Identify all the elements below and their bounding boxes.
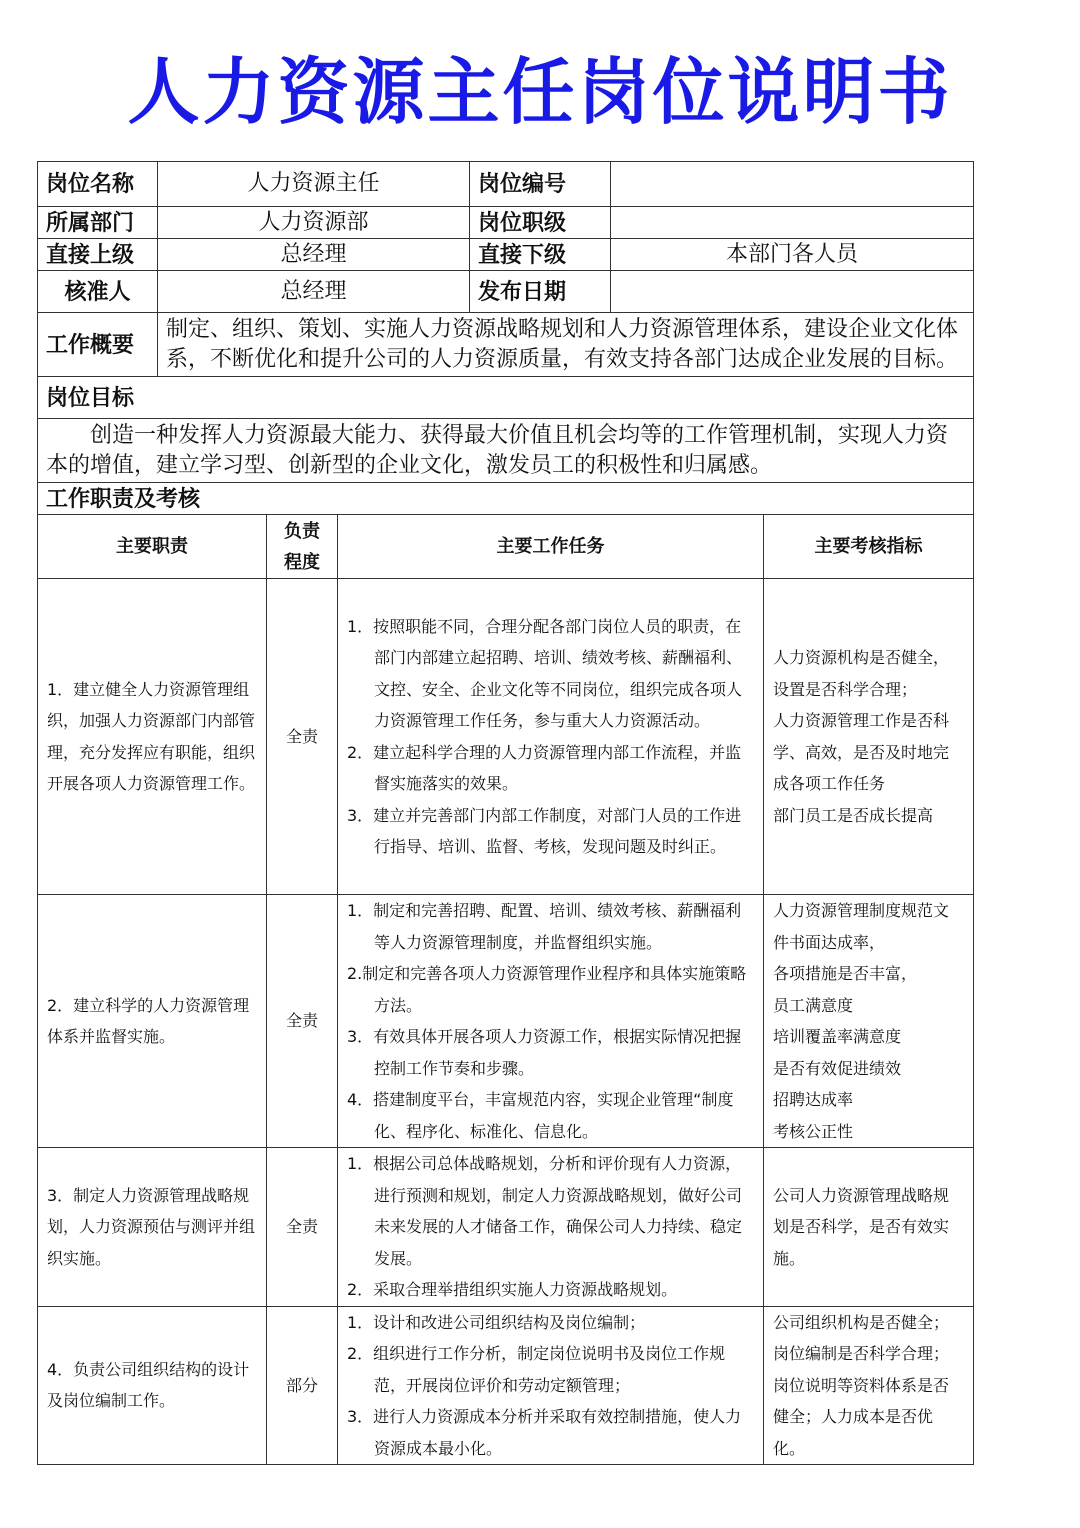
table-row <box>38 1306 974 1465</box>
table-row <box>38 1148 974 1307</box>
task-item: 2．建立起科学合理的人力资源管理内部工作流程，并监督实施落实的效果。 <box>347 742 742 793</box>
metric-item: 公司人力资源管理战略规划是否科学，是否有效实施。 <box>773 1185 950 1268</box>
position-name-label: 岗位名称 <box>38 162 158 207</box>
duty-cell: 4．负责公司组织结构的设计及岗位编制工作。 <box>38 1306 267 1465</box>
goal-heading: 岗位目标 <box>38 377 974 419</box>
position-name-value: 人力资源主任 <box>158 162 470 207</box>
header-degree: 负责程度 <box>267 515 338 579</box>
metric-item: 公司组织机构是否健全；岗位编制是否科学合理；岗位说明等资料体系是否健全；人力成本是否优化。 <box>773 1312 950 1458</box>
task-item: 3．建立并完善部门内部工作制度，对部门人员的工作进行指导、培训、监督、考核，发现问题及时纠正。 <box>347 805 742 856</box>
metrics-cell <box>764 1148 974 1307</box>
approver-label: 核准人 <box>38 271 158 313</box>
metric-item: 人力资源管理工作是否科学、高效，是否及时地完成各项工作任务 <box>773 711 950 793</box>
degree-cell: 全责 <box>267 1148 338 1307</box>
degree-cell: 全责 <box>267 579 338 895</box>
metric-item: 员工满意度 <box>773 995 854 1015</box>
task-item: 4．搭建制度平台，丰富规范内容，实现企业管理“制度化、程序化、标准化、信息化。 <box>347 1090 734 1141</box>
metric-item: 人力资源机构是否健全，设置是否科学合理； <box>773 648 950 699</box>
duty-table <box>37 514 974 1465</box>
issue-date-label: 发布日期 <box>470 271 611 313</box>
issue-date-value <box>611 271 974 313</box>
superior-value: 总经理 <box>158 239 470 271</box>
header-tasks: 主要工作任务 <box>338 515 764 579</box>
duty-cell: 1．建立健全人力资源管理组织，加强人力资源部门内部管理，充分发挥应有职能，组织开展各项人力资源管理工作。 <box>38 579 267 895</box>
task-item: 2．采取合理举措组织实施人力资源战略规划。 <box>347 1280 678 1299</box>
task-item: 1．根据公司总体战略规划，分析和评价现有人力资源，进行预测和规划，制定人力资源战略规划，做好公司未来发展的人才储备工作，确保公司人力持续、稳定发展。 <box>347 1154 743 1268</box>
duty-header-row <box>38 515 974 579</box>
superior-label: 直接上级 <box>38 239 158 271</box>
duties-heading: 工作职责及考核 <box>38 483 974 515</box>
approver-value: 总经理 <box>158 271 470 313</box>
metrics-cell <box>764 1306 974 1465</box>
summary-text: 制定、组织、策划、实施人力资源战略规划和人力资源管理体系，建设企业文化体系，不断优化和提升公司的人力资源质量，有效支持各部门达成企业发展的目标。 <box>158 313 974 377</box>
header-metrics: 主要考核指标 <box>764 515 974 579</box>
metric-item: 是否有效促进绩效 <box>773 1058 902 1078</box>
grade-value <box>611 207 974 239</box>
task-item: 3．进行人力资源成本分析并采取有效控制措施，使人力资源成本最小化。 <box>347 1407 742 1458</box>
task-item: 2．组织进行工作分析，制定岗位说明书及岗位工作规范，开展岗位评价和劳动定额管理； <box>347 1344 726 1395</box>
subordinate-value: 本部门各人员 <box>611 239 974 271</box>
metric-item: 部门员工是否成长提高 <box>773 805 934 825</box>
tasks-cell <box>338 1306 764 1465</box>
degree-cell: 部分 <box>267 1306 338 1465</box>
position-no-label: 岗位编号 <box>470 162 611 207</box>
task-item: 3．有效具体开展各项人力资源工作，根据实际情况把握控制工作节奏和步骤。 <box>347 1027 742 1078</box>
info-table <box>37 161 974 515</box>
metric-item: 考核公正性 <box>773 1121 854 1141</box>
department-value: 人力资源部 <box>158 207 470 239</box>
metric-item: 培训覆盖率满意度 <box>773 1027 902 1046</box>
task-item: 1．设计和改进公司组织结构及岗位编制； <box>347 1312 646 1332</box>
task-item: 1．制定和完善招聘、配置、培训、绩效考核、薪酬福利等人力资源管理制度，并监督组织实施。 <box>347 901 742 952</box>
duty-cell: 3．制定人力资源管理战略规划，人力资源预估与测评并组织实施。 <box>38 1148 267 1307</box>
document-title: 人力资源主任岗位说明书 <box>127 49 953 134</box>
subordinate-label: 直接下级 <box>470 239 611 271</box>
grade-label: 岗位职级 <box>470 207 611 239</box>
metrics-cell <box>764 579 974 895</box>
task-item: 2.制定和完善各项人力资源管理作业程序和具体实施策略方法。 <box>347 964 747 1015</box>
tasks-cell <box>338 579 764 895</box>
metric-item: 各项措施是否丰富， <box>773 964 918 983</box>
metric-item: 人力资源管理制度规范文件书面达成率， <box>773 901 950 952</box>
tasks-cell <box>338 895 764 1148</box>
table-row <box>38 895 974 1148</box>
header-duty: 主要职责 <box>38 515 267 579</box>
department-label: 所属部门 <box>38 207 158 239</box>
table-row <box>38 579 974 895</box>
position-no-value <box>611 162 974 207</box>
metric-item: 招聘达成率 <box>773 1090 854 1109</box>
tasks-cell <box>338 1148 764 1307</box>
duty-cell: 2．建立科学的人力资源管理体系并监督实施。 <box>38 895 267 1148</box>
metrics-cell <box>764 895 974 1148</box>
task-item: 1．按照职能不同，合理分配各部门岗位人员的职责，在部门内部建立起招聘、培训、绩效考核、薪酬福利、文控、安全、企业文化等不同岗位，组织完成各项人力资源管理工作任务，参与重大人力资源活动。 <box>347 616 743 730</box>
summary-label: 工作概要 <box>38 313 158 377</box>
goal-text: 创造一种发挥人力资源最大能力、获得最大价值且机会均等的工作管理机制，实现人力资本的增值，建立学习型、创新型的企业文化，激发员工的积极性和归属感。 <box>38 419 974 483</box>
degree-cell: 全责 <box>267 895 338 1148</box>
